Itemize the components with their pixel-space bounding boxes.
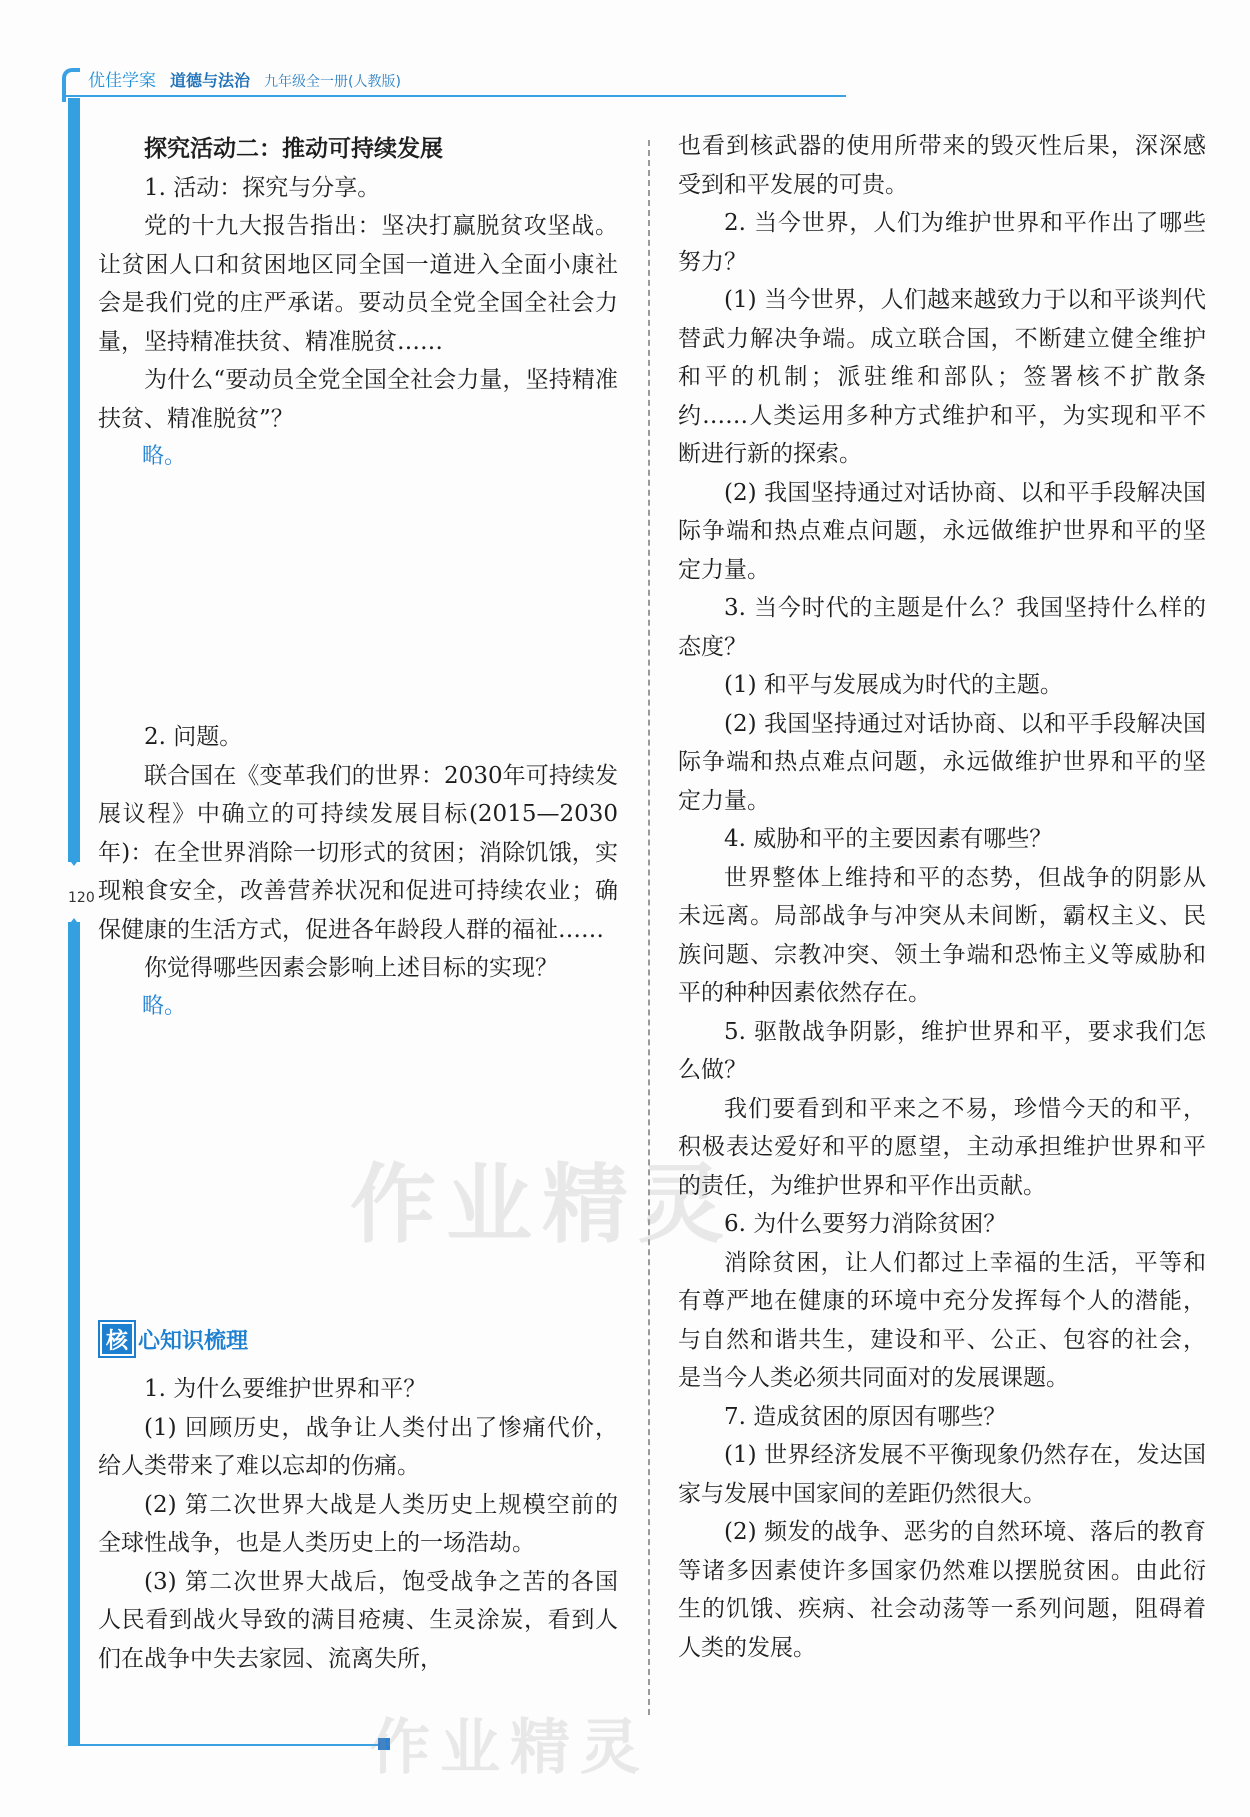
margin-notch-top xyxy=(68,858,80,866)
header-rule xyxy=(66,95,846,97)
activity-item-2-answer: 略。 xyxy=(142,993,187,1019)
activity-item-2-question: 你觉得哪些因素会影响上述目标的实现？ xyxy=(144,955,558,981)
continued-text: 也看到核武器的使用所带来的毁灭性后果，深深感受到和平发展的可贵。 xyxy=(678,133,1206,198)
knowledge-q2: 2. 当今世界，人们为维护世界和平作出了哪些努力？ xyxy=(678,210,1206,275)
knowledge-q3-answer-1: (1) 和平与发展成为时代的主题。 xyxy=(724,672,1063,698)
left-column-part-3 xyxy=(98,1370,618,1678)
knowledge-q1-answer-1: (1) 回顾历史，战争让人类付出了惨痛代价，给人类带来了难以忘却的伤痛。 xyxy=(98,1414,618,1479)
watermark: 作业精灵 xyxy=(350,1155,734,1255)
activity-item-2-text: 联合国在《变革我们的世界：2030年可持续发展议程》中确立的可持续发展目标(2015—2030年)：在全世界消除一切形式的贫困；消除饥饿，实现粮食安全，改善营养状况和促进可持续农业；确保健康的生活方式，促进各年龄段人群的福祉…… xyxy=(98,762,618,943)
section-title: 心知识梳理 xyxy=(138,1328,249,1354)
right-column xyxy=(678,127,1206,1667)
activity-item-1-answer: 略。 xyxy=(142,444,187,469)
knowledge-q1-answer-3: (3) 第二次世界大战后，饱受战争之苦的各国人民看到战火导致的满目疮痍、生灵涂炭，看到人们在战争中失去家园、流离失所， xyxy=(98,1568,618,1672)
section-heading xyxy=(98,1320,248,1358)
knowledge-q7-answer-1: (1) 世界经济发展不平衡现象仍然存在，发达国家与发展中国家间的差距仍然很大。 xyxy=(678,1442,1206,1507)
knowledge-q6-answer: 消除贫困，让人们都过上幸福的生活，平等和有尊严地在健康的环境中充分发挥每个人的潜能，与自然和谐共生，建设和平、公正、包容的社会，是当今人类必须共同面对的发展课题。 xyxy=(678,1249,1206,1391)
knowledge-q4-answer: 世界整体上维持和平的态势，但战争的阴影从未远离。局部战争与冲突从未间断，霸权主义、民族问题、宗教冲突、领土争端和恐怖主义等威胁和平的种种因素依然存在。 xyxy=(678,864,1206,1006)
header-brand: 优佳学案 xyxy=(88,71,156,91)
left-column-part-2 xyxy=(98,718,618,1026)
knowledge-q2-answer-1: (1) 当今世界，人们越来越致力于以和平谈判代替武力解决争端。成立联合国，不断建立健全维护和平的机制；派驻维和部队；签署核不扩散条约……人类运用多种方式维护和平，为实现和平不断进行新的探索。 xyxy=(678,287,1206,467)
activity-item-1-question: 为什么“要动员全党全国全社会力量，坚持精准扶贫、精准脱贫”？ xyxy=(98,367,618,432)
knowledge-q3: 3. 当今时代的主题是什么？我国坚持什么样的态度？ xyxy=(678,595,1206,660)
watermark-footer: 作业精灵 xyxy=(370,1713,650,1783)
activity-item-2-label: 2. 问题。 xyxy=(144,724,243,750)
knowledge-q5: 5. 驱散战争阴影，维护世界和平，要求我们怎么做？ xyxy=(678,1018,1206,1083)
activity-item-1-text: 党的十九大报告指出：坚决打赢脱贫攻坚战。让贫困人口和贫困地区同全国一道进入全面小康社会是我们党的庄严承诺。要动员全党全国全社会力量，坚持精准扶贫、精准脱贫…… xyxy=(98,213,618,355)
knowledge-q2-answer-2: (2) 我国坚持通过对话协商、以和平手段解决国际争端和热点难点问题，永远做维护世界和平的坚定力量。 xyxy=(678,479,1206,583)
footer-rule xyxy=(80,1744,380,1746)
page-number: 120 xyxy=(68,890,95,906)
knowledge-q5-answer: 我们要看到和平来之不易，珍惜今天的和平，积极表达爱好和平的愿望，主动承担维护世界和平的责任，为维护世界和平作出贡献。 xyxy=(678,1095,1206,1199)
activity-item-1-label: 1. 活动：探究与分享。 xyxy=(144,174,381,201)
activity-title: 探究活动二：推动可持续发展 xyxy=(144,136,443,162)
knowledge-q3-answer-2: (2) 我国坚持通过对话协商、以和平手段解决国际争端和热点难点问题，永远做维护世界和平的坚定力量。 xyxy=(678,710,1206,814)
header-grade: 九年级全一册(人教版) xyxy=(264,74,401,90)
knowledge-q1-answer-2: (2) 第二次世界大战是人类历史上规模空前的全球性战争，也是人类历史上的一场浩劫。 xyxy=(98,1491,618,1556)
left-column xyxy=(98,130,618,477)
column-divider xyxy=(648,140,650,1715)
margin-notch-bottom xyxy=(68,918,80,926)
knowledge-q7: 7. 造成贫困的原因有哪些？ xyxy=(724,1403,1007,1430)
knowledge-q7-answer-2: (2) 频发的战争、恶劣的自然环境、落后的教育等诸多因素使许多国家仍然难以摆脱贫困。由此衍生的饥饿、疾病、社会动荡等一系列问题，阻碍着人类的发展。 xyxy=(678,1519,1206,1661)
running-header xyxy=(88,66,401,96)
knowledge-q1: 1. 为什么要维护世界和平？ xyxy=(144,1376,427,1402)
knowledge-q4: 4. 威胁和平的主要因素有哪些？ xyxy=(724,826,1053,852)
section-badge: 核 xyxy=(98,1320,136,1358)
knowledge-q6: 6. 为什么要努力消除贫困？ xyxy=(724,1211,1007,1237)
header-subject: 道德与法治 xyxy=(170,71,251,90)
